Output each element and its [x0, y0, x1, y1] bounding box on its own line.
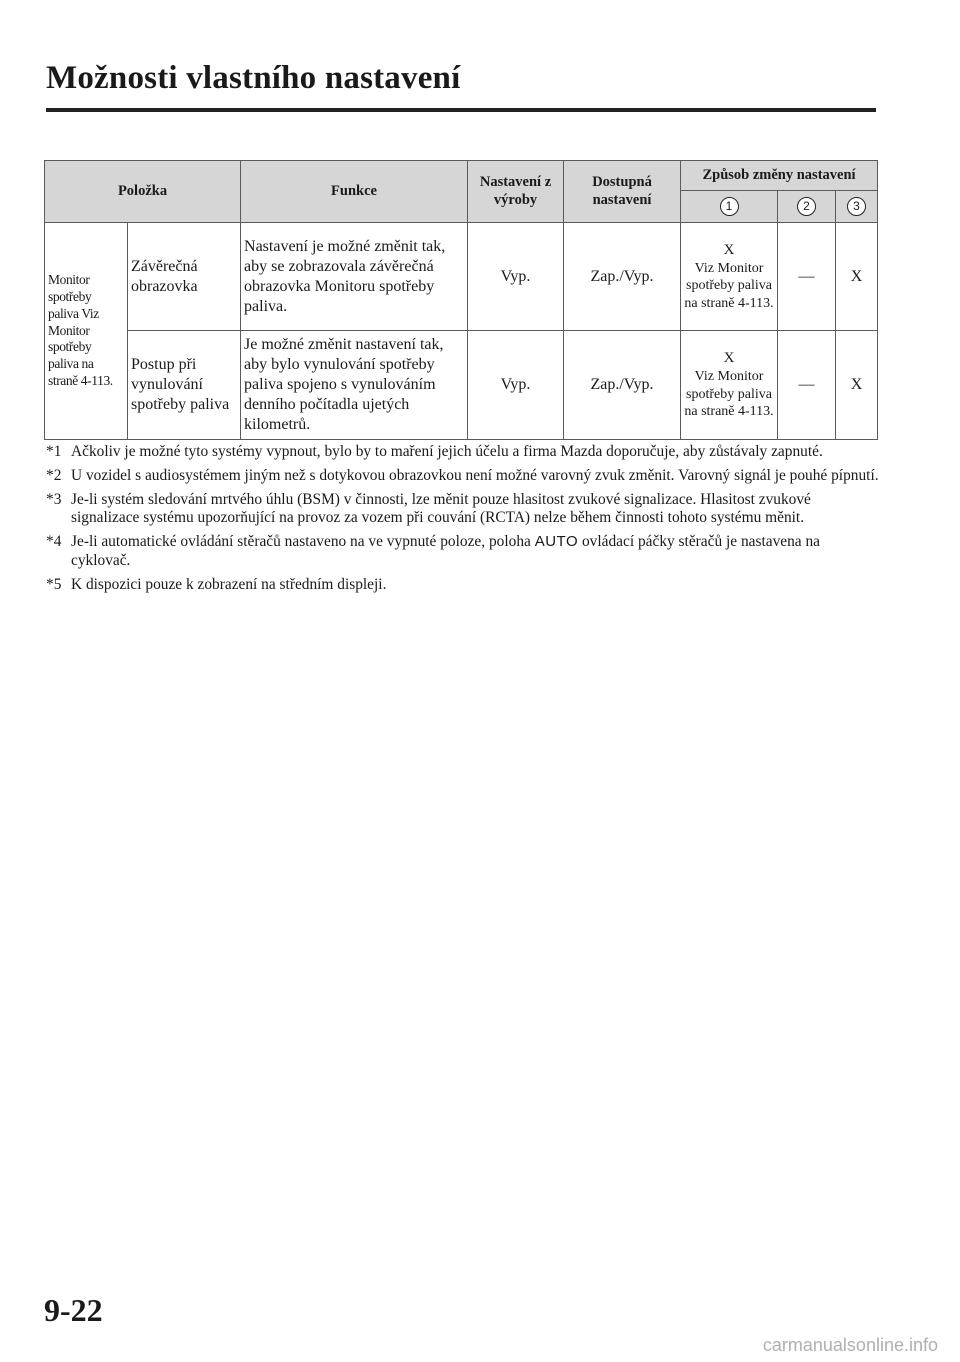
function-name: Závěrečná obrazovka [128, 223, 241, 331]
footnote-text: U vozidel s audiosystémem jiným než s dotykovou obrazovkou není možné varovný zvuk změnit. Varovný signál je pouhé pípnutí. [71, 466, 879, 484]
header-factory-setting: Nastavení z výroby [468, 161, 564, 223]
watermark: carmanualsonline.info [762, 1335, 938, 1355]
table-row [45, 331, 878, 440]
method-1-cell [681, 223, 778, 331]
footnote-mark: *4 [46, 533, 62, 551]
footnote-text-after: ovládací páčky stěračů je nastavena na cyklovač. [71, 533, 820, 569]
method-2-cell: — [778, 331, 836, 440]
page-title: Možnosti vlastního nastavení [46, 60, 461, 96]
factory-setting: Vyp. [468, 331, 564, 440]
footnote-mark: *2 [46, 466, 62, 484]
circled-number-2: 2 [797, 197, 816, 216]
footnote-text-before: Je-li automatické ovládání stěračů nastaveno na ve vypnuté poloze, poloha [71, 533, 531, 551]
footnote [46, 576, 881, 595]
footnote [46, 491, 881, 529]
footnote [46, 467, 881, 486]
footnote-text: K dispozici pouze k zobrazení na středním displeji. [71, 575, 387, 593]
header-change-method: Způsob změny nastavení [681, 161, 878, 191]
footnote-mark: *1 [46, 443, 62, 460]
header-method-2 [778, 191, 836, 223]
table-row [45, 223, 878, 331]
circled-number-3: 3 [847, 197, 866, 216]
page-number: 9-22 [44, 1292, 103, 1328]
footnotes [46, 443, 881, 600]
method-1-note: Viz Monitor spotřeby paliva na straně 4-113. [684, 369, 774, 420]
header-available-settings: Dostupná nastavení [564, 161, 681, 223]
function-description: Nastavení je možné změnit tak, aby se zobrazovala závěrečná obrazovka Monitoru spotřeby paliva. [241, 223, 468, 331]
function-name: Postup při vynulování spotřeby paliva [128, 331, 241, 440]
available-settings: Zap./Vyp. [564, 223, 681, 331]
method-3-cell: X [836, 223, 878, 331]
title-rule [46, 108, 876, 112]
method-1-mark: X [723, 350, 735, 367]
header-function: Funkce [241, 161, 468, 223]
method-3-cell: X [836, 331, 878, 440]
method-1-mark: X [723, 241, 735, 258]
function-description: Je možné změnit nastavení tak, aby bylo vynulování spotřeby paliva spojeno s vynulováním denního počítadla ujetých kilometrů. [241, 331, 468, 440]
header-item: Položka [45, 161, 241, 223]
header-method-3 [836, 191, 878, 223]
circled-number-1: 1 [720, 197, 739, 216]
footnote-mark: *3 [46, 490, 62, 508]
settings-table [44, 160, 878, 440]
auto-position-label: AUTO [534, 533, 579, 551]
footnote-text: Je-li systém sledování mrtvého úhlu (BSM) v činnosti, lze měnit pouze hlasitost zvukové signalizace. Hlasitost zvukové signalizace systému upozorňující na provoz za vozem při couvání (RCTA) nelze během činnosti tohoto systému měnit. [71, 490, 811, 527]
footnote [46, 443, 881, 462]
footnote-mark: *5 [46, 575, 62, 593]
factory-setting: Vyp. [468, 223, 564, 331]
available-settings: Zap./Vyp. [564, 331, 681, 440]
footnote-text: Ačkoliv je možné tyto systémy vypnout, bylo by to maření jejich účelu a firma Mazda doporučuje, aby zůstávaly zapnuté. [71, 443, 823, 460]
method-2-cell: — [778, 223, 836, 331]
footnote [46, 533, 881, 571]
method-1-note: Viz Monitor spotřeby paliva na straně 4-113. [684, 260, 774, 311]
method-1-cell [681, 331, 778, 440]
header-method-1 [681, 191, 778, 223]
item-label: Monitor spotřeby paliva Viz Monitor spotřeby paliva na straně 4-113. [45, 223, 128, 440]
